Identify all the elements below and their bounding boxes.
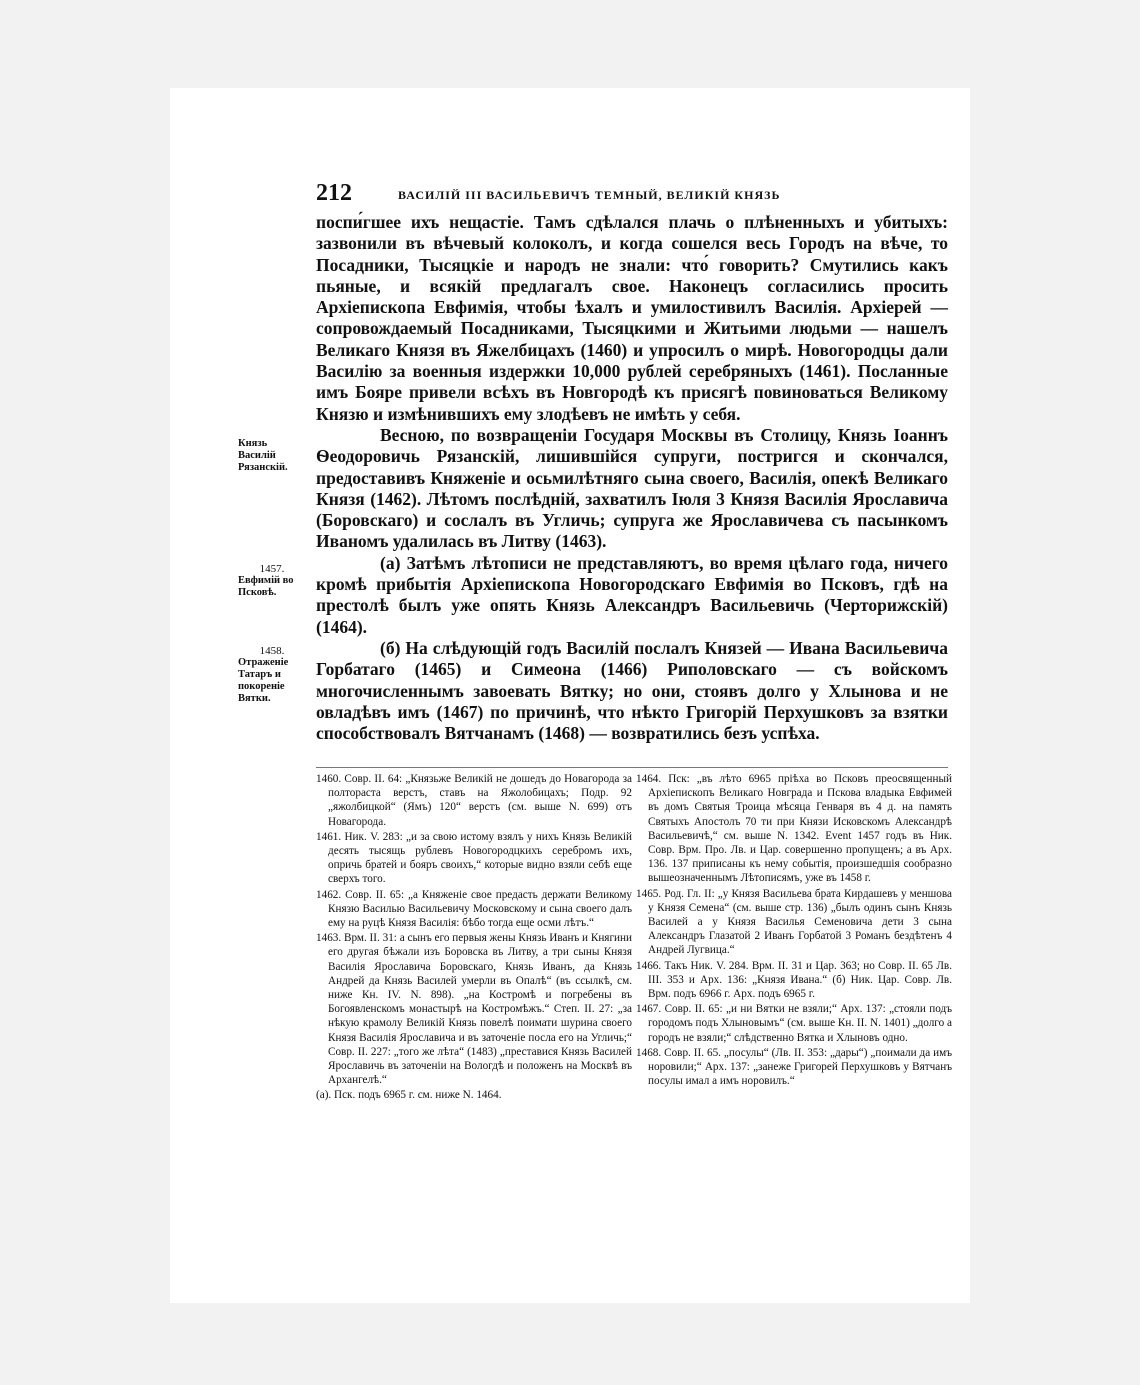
footnotes-right-column bbox=[636, 772, 952, 1089]
paragraph-2: Весною, по возвращеніи Государя Москвы въ Столицу, Князь Іоаннъ Ѳеодоровичь Рязанскій, лишившійся супруги, постригся и скончался, предоставивъ Княженіе и осьмилѣтняго сына своего, Василія, опекѣ Великаго Князя (1462). Лѣтомъ послѣдній, захватилъ Іюля 3 Князя Василія Ярославича (Боровскаго) и сослалъ въ Угличь; супруга же Ярославичева съ пасынкомъ Иваномъ удалилась въ Литву (1463). bbox=[316, 424, 948, 552]
paragraph-1: поспи́гшее ихъ нещастіе. Тамъ сдѣлался плачь о плѣненныхъ и убитыхъ: зазвонили въ вѣчевый колоколъ, и когда сошелся весь Городъ на вѣче, то Посадники, Тысяцкіе и народъ не знали: что́ говорить? Смутились какъ пьяные, и всякій предлагалъ свое. Наконецъ согласились просить Архіепископа Евфимія, чтобы ѣхалъ и умилостивилъ Василія. Архіерей — сопровождаемый Посадниками, Тысяцкими и Житьими людьми — нашелъ Великаго Князя въ Яжелбицахъ (1460) и упросилъ о мирѣ. Новогородцы дали Василію за военныя издержки 10,000 рублей серебряныхъ (1461). Посланные имъ Бояре привели всѣхъ въ Новгородѣ къ присягѣ повиноваться Великому Князю и измѣнившихъ ему злодѣевъ не имѣть у себя. bbox=[316, 212, 948, 424]
footnote: 1462. Совр. II. 65: „а Княженіе свое предасть держати Великому Князю Василью Васильевичу Московскому и сына своего далъ ему на руцѣ Князя Василія: бѣбо тогда еще осми лѣтъ.“ bbox=[316, 888, 632, 930]
margin-note-year: 1458. bbox=[259, 645, 285, 657]
margin-note-evfimy bbox=[238, 563, 306, 599]
paragraph-3: (а) Затѣмъ лѣтописи не представляютъ, во время цѣлаго года, ничего кромѣ прибытія Архіепископа Новогородскаго Евфимія во Псковъ, гдѣ на престолѣ былъ уже опять Князь Александръ Васильевичь (Черторижскій) (1464). bbox=[316, 552, 948, 637]
margin-note-text: Евфимій во Псковѣ. bbox=[238, 575, 294, 598]
footnote: 1461. Ник. V. 283: „и за свою истому взялъ у нихъ Князь Великій десять тысящь рублевъ Новогородцкихъ серебромъ ихъ, опричь братей и бояръ своихъ,“ которые видно взяли себѣ еще сверхъ того. bbox=[316, 830, 632, 886]
footnote: 1465. Род. Гл. II: „у Князя Васильева брата Кирдашевъ у меншова у Князя Семена“ (см. выше стр. 136) „былъ одинъ сынъ Князь Василей а у Князя Василья Семеновича дети 3 сына Александръ Глазатой 2 Иванъ Горбатой 3 Романъ бездѣтенъ 4 Андрей Лугвица.“ bbox=[636, 887, 952, 957]
footnote: 1468. Совр. II. 65. „посулы“ (Лв. II. 353: „дары“) „поимали да имъ норовили;“ Арх. 137: „занеже Григорей Перхушковъ у Вятчанъ посулы имал а имъ норовилъ.“ bbox=[636, 1046, 952, 1088]
footnote: (а). Пск. подъ 6965 г. см. ниже N. 1464. bbox=[316, 1089, 502, 1102]
main-text bbox=[316, 212, 948, 744]
footnote-divider bbox=[316, 767, 948, 768]
footnote: 1466. Такъ Ник. V. 284. Врм. II. 31 и Цар. 363; но Совр. II. 65 Лв. III. 353 и Арх. 136: „Князя Ивана.“ (б) Ник. Цар. Совр. Лв. Врм. подъ 6966 г. Арх. подъ 6965 г. bbox=[636, 959, 952, 1001]
margin-note-year: 1457. bbox=[259, 563, 285, 575]
footnote: 1463. Врм. II. 31: а сынъ его первыя жены Князь Иванъ и Княгини его другая бѣжали изъ Боровска въ Литву, а три сыны Князя Василія Ярославича Боровскаго, Князь Иванъ, да Князь Андрей да Князь Василей умерли въ Опалѣ“ (въ ссылкѣ, см. ниже Кн. IV. N. 898). „на Костромѣ и погребены въ Богоявленскомъ монастырѣ на Костромѣжъ.“ Степ. II. 27: „за нѣкую крамолу Великій Князь повелѣ поимати шурина своего Князя Василія Ярославича и въ заточеніе посла его на Угличь;“ Совр. II. 227: „того же лѣта“ (1483) „преставися Князь Василей Ярославичь въ заточеніи на Вологдѣ и положенъ на Москвѣ въ Архангелѣ.“ bbox=[316, 932, 632, 1087]
footnotes-left-column bbox=[316, 772, 632, 1104]
margin-note-prince-vasily bbox=[238, 438, 306, 474]
header-title: ВАСИЛІЙ III ВАСИЛЬЕВИЧЪ ТЕМНЫЙ, ВЕЛИКІЙ КНЯЗЬ bbox=[398, 188, 781, 202]
margin-note-text: Князь Василій Рязанскій. bbox=[238, 438, 288, 473]
footnote: 1467. Совр. II. 65: „и ни Вятки не взяли;“ Арх. 137: „стояли подъ городомъ подъ Хлыновымъ“ (см. выше Кн. II. N. 1401) „долго а городъ не взяли;“ слѣдственно Вятка и Хлыновъ одно. bbox=[636, 1003, 952, 1044]
footnote: 1464. Пск: „въ лѣто 6965 пріѣха во Псковъ преосвященный Архіепископъ Великаго Новграда и Пскова владыка Евфимей въ домъ Святыя Троица мѣсяца Генваря въ 4 д. на память Святыхъ Апостолъ 70 ти при Князи Исковскомъ Александрѣ Васильевичѣ,“ см. выше N. 1342. Event 1457 годъ въ Ник. Совр. Врм. Про. Лв. и Цар. совершенно пропущенъ; а въ Арх. 136. 137 приписаны къ нему событія, произшедшія сообразно вышеозначеннымъ Лѣтописямъ, уже въ 1458 г. bbox=[636, 773, 952, 885]
margin-note-vyatka bbox=[238, 645, 306, 705]
running-header bbox=[316, 180, 956, 210]
footnote: 1460. Совр. II. 64: „Князьже Великій не дошедъ до Новагорода за полтораста верстъ, ставъ на Яжолобицахъ; Подр. 92 „яжолбицкой“ (Ямъ) 120“ верстъ (см. выше N. 699) отъ Новагорода. bbox=[316, 773, 632, 828]
page-number: 212 bbox=[316, 180, 352, 206]
paragraph-4: (б) На слѣдующій годъ Василій послалъ Князей — Ивана Васильевича Горбатаго (1465) и Симеона (1466) Риполовскаго — съ войскомъ многочисленнымъ завоевать Вятку; но они, стоявъ долго у Хлынова и не овладѣвъ имъ (1467) по причинѣ, что нѣкто Григорій Перхушковъ за взятки способствовалъ Вятчанамъ (1468) — возвратились безъ успѣха. bbox=[316, 637, 948, 744]
margin-note-text: Отраженіе Татаръ и покореніе Вятки. bbox=[238, 657, 289, 704]
